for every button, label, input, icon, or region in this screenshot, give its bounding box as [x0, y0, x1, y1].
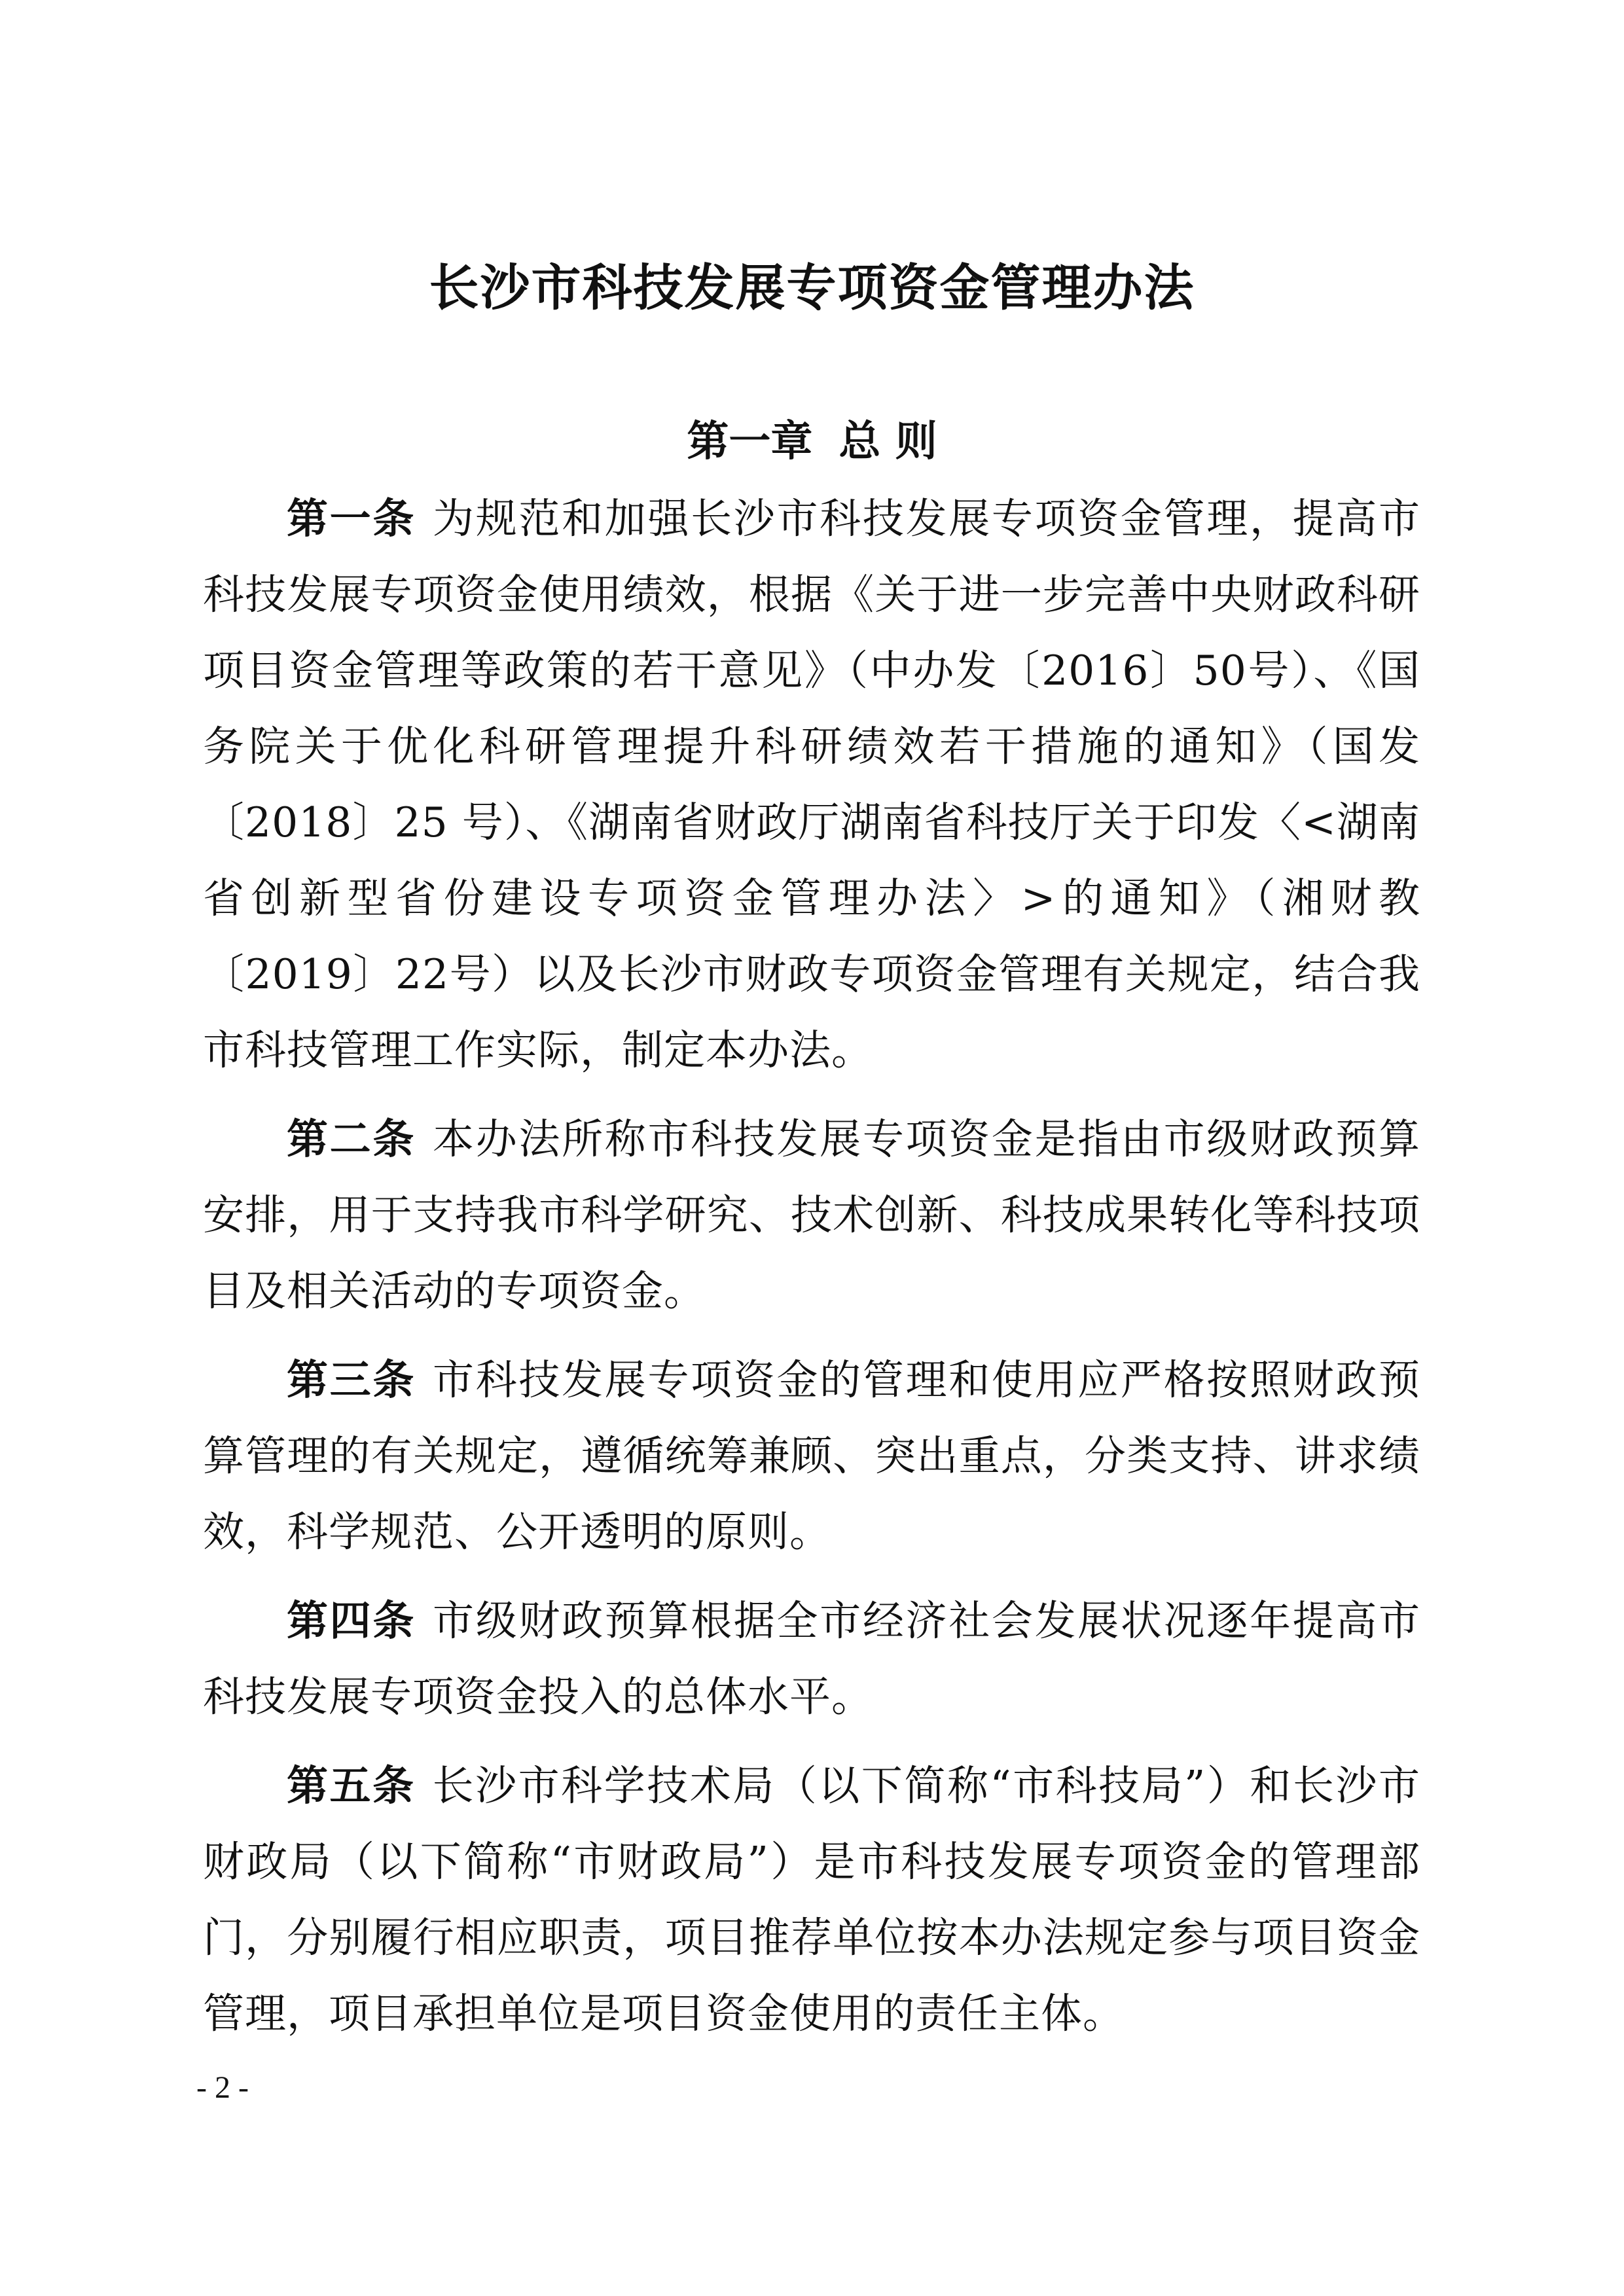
article-text: 市级财政预算根据全市经济社会发展状况逐年提高市科技发展专项资金投入的总体水平。	[203, 1597, 1421, 1721]
article-text: 市科技发展专项资金的管理和使用应严格按照财政预算管理的有关规定，遵循统筹兼顾、突出重点，分类支持、讲求绩效，科学规范、公开透明的原则。	[203, 1356, 1421, 1556]
article-2	[203, 1102, 1420, 1329]
article-5	[203, 1748, 1420, 2052]
article-number: 第五条	[287, 1762, 416, 1810]
article-number: 第一条	[287, 495, 416, 543]
document-title: 长沙市科技发展专项资金管理办法	[429, 259, 1195, 317]
chapter-heading	[0, 409, 1624, 475]
article-text: 本办法所称市科技发展专项资金是指由市级财政预算安排，用于支持我市科学研究、技术创新、科技成果转化等科技项目及相关活动的专项资金。	[203, 1115, 1421, 1315]
document-body	[203, 481, 1420, 2065]
article-1	[203, 481, 1420, 1088]
article-text: 长沙市科学技术局（以下简称“市科技局”）和长沙市财政局（以下简称“市财政局”）是市科技发展专项资金的管理部门，分别履行相应职责，项目推荐单位按本办法规定参与项目资金管理，项目承担单位是项目资金使用的责任主体。	[203, 1762, 1421, 2037]
article-number: 第三条	[287, 1356, 416, 1404]
page-number: - 2 -	[196, 2070, 249, 2105]
article-3	[203, 1342, 1420, 1570]
article-number: 第二条	[287, 1115, 416, 1163]
article-4	[203, 1583, 1420, 1735]
chapter-number: 第一章	[687, 418, 813, 466]
article-text: 为规范和加强长沙市科技发展专项资金管理，提高市科技发展专项资金使用绩效，根据《关于进一步完善中央财政科研项目资金管理等政策的若干意见》（中办发〔2016〕50号）、《国务院关于优化科研管理提升科研绩效若干措施的通知》（国发〔2018〕25 号）、《湖南省财政厅湖南省科技厅关于印发〈<湖南省创新型省份建设专项资金管理办法〉>的通知》（湘财教〔2019〕22号）以及长沙市财政专项资金管理有关规定，结合我市科技管理工作实际，制定本办法。	[203, 495, 1421, 1074]
article-number: 第四条	[287, 1597, 416, 1645]
chapter-name: 总 则	[839, 418, 937, 466]
